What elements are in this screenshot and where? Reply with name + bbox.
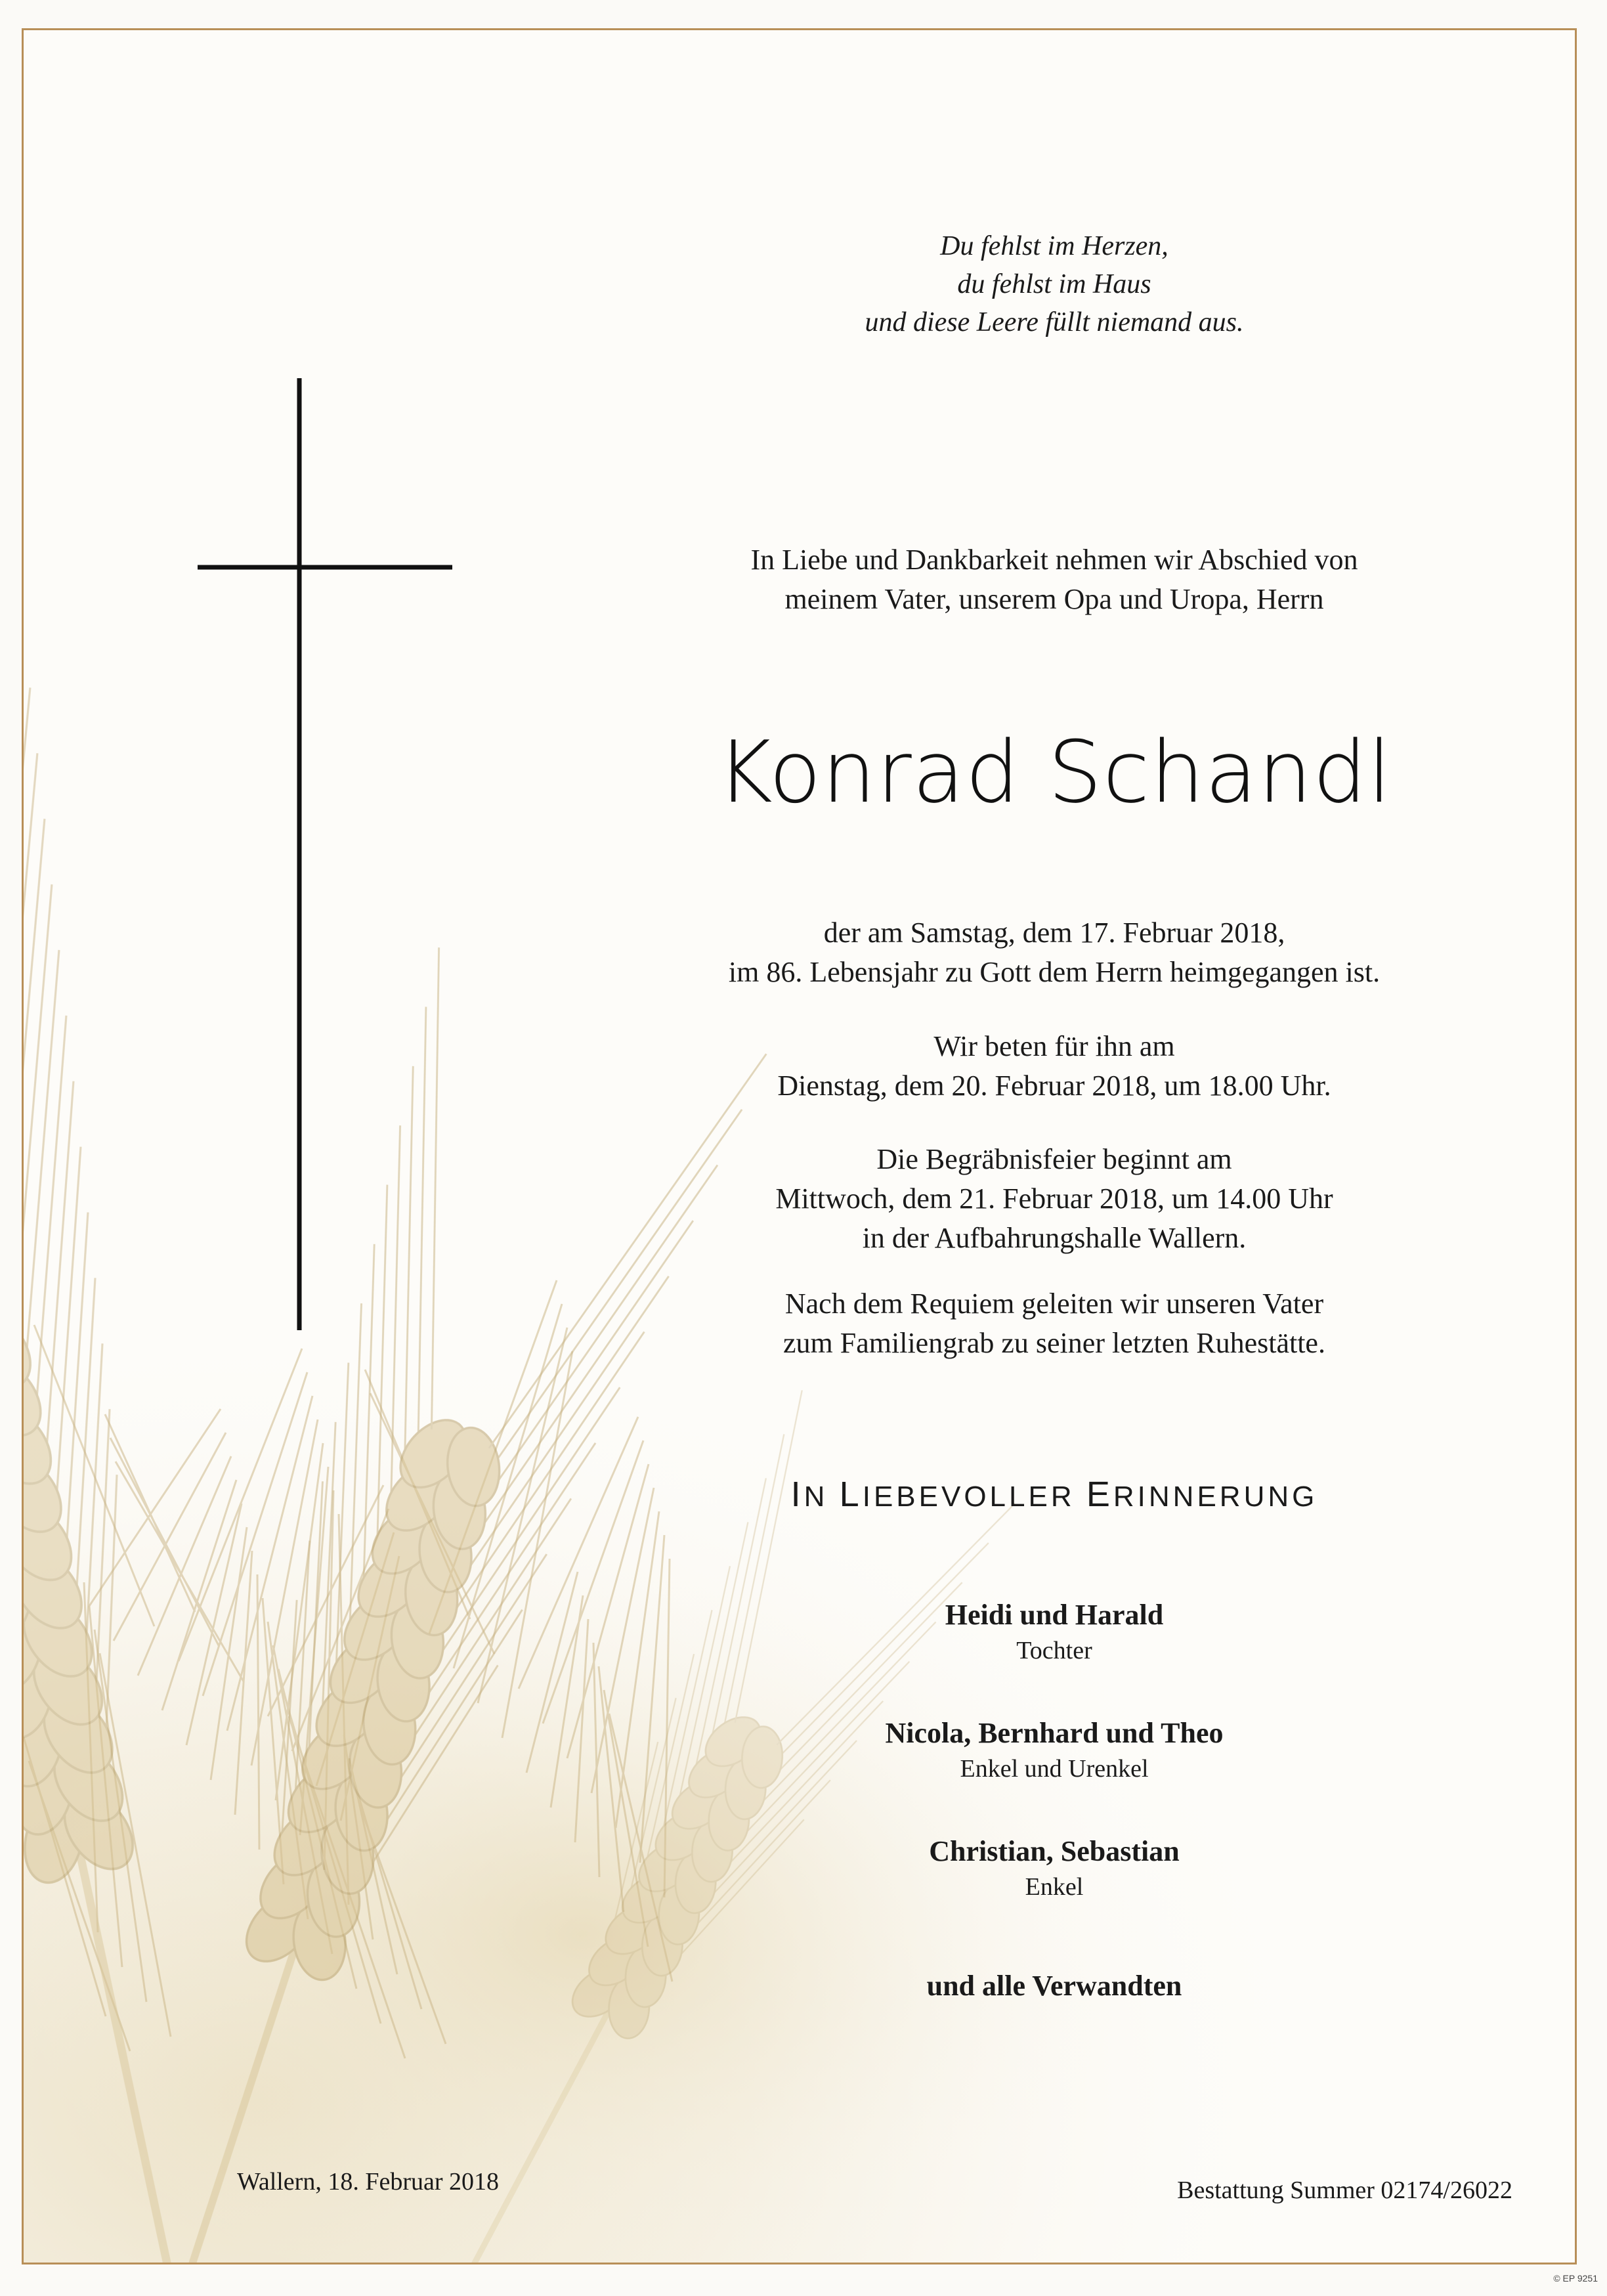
undertaker-contact: Bestattung Summer 02174/26022 bbox=[1177, 2177, 1512, 2204]
other-relatives: und alle Verwandten bbox=[926, 1970, 1182, 2002]
funeral-line: Die Begräbnisfeier beginnt am bbox=[876, 1143, 1232, 1175]
death-line: im 86. Lebensjahr zu Gott dem Herrn heimgegangen ist. bbox=[728, 956, 1381, 988]
funeral-notice bbox=[634, 1140, 1474, 1258]
mourner-entry bbox=[634, 1596, 1474, 1667]
death-notice bbox=[634, 913, 1474, 992]
prayer-notice bbox=[634, 1027, 1474, 1106]
mourner-entry bbox=[634, 1714, 1474, 1785]
prayer-line: Dienstag, dem 20. Februar 2018, um 18.00 Uhr. bbox=[777, 1070, 1331, 1102]
mourner-entry bbox=[634, 1832, 1474, 1903]
copyright-mark: © EP 9251 bbox=[1553, 2273, 1598, 2284]
latin-cross-icon bbox=[191, 378, 454, 1330]
memory-heading: IN LIEBEVOLLER ERINNERUNG bbox=[790, 1475, 1318, 1514]
intro-line: meinem Vater, unserem Opa und Uropa, Herrn bbox=[784, 583, 1324, 615]
intro-text bbox=[634, 540, 1474, 619]
mourner-relation: Enkel und Urenkel bbox=[960, 1755, 1149, 1783]
deceased-name: Konrad Schandl bbox=[716, 722, 1392, 822]
mourner-name: Heidi und Harald bbox=[945, 1599, 1164, 1631]
poem-line: und diese Leere füllt niemand aus. bbox=[865, 307, 1244, 337]
mourner-name: Nicola, Bernhard und Theo bbox=[885, 1717, 1224, 1749]
intro-line: In Liebe und Dankbarkeit nehmen wir Abschied von bbox=[750, 544, 1358, 576]
mourner-name: Christian, Sebastian bbox=[929, 1835, 1180, 1867]
place-and-date: Wallern, 18. Februar 2018 bbox=[237, 2168, 499, 2196]
poem-line: Du fehlst im Herzen, bbox=[940, 231, 1168, 261]
mourner-relation: Enkel bbox=[1025, 1873, 1084, 1901]
card-frame bbox=[22, 28, 1577, 2264]
funeral-line: in der Aufbahrungshalle Wallern. bbox=[862, 1222, 1247, 1254]
mourner-relation: Tochter bbox=[1016, 1637, 1092, 1664]
poem bbox=[634, 227, 1474, 341]
funeral-line: Mittwoch, dem 21. Februar 2018, um 14.00 Uhr bbox=[775, 1182, 1333, 1215]
death-line: der am Samstag, dem 17. Februar 2018, bbox=[823, 917, 1285, 949]
poem-line: du fehlst im Haus bbox=[957, 269, 1151, 299]
requiem-notice bbox=[634, 1284, 1474, 1363]
requiem-line: zum Familiengrab zu seiner letzten Ruhestätte. bbox=[783, 1327, 1325, 1359]
prayer-line: Wir beten für ihn am bbox=[933, 1030, 1175, 1062]
requiem-line: Nach dem Requiem geleiten wir unseren Vater bbox=[784, 1288, 1324, 1320]
